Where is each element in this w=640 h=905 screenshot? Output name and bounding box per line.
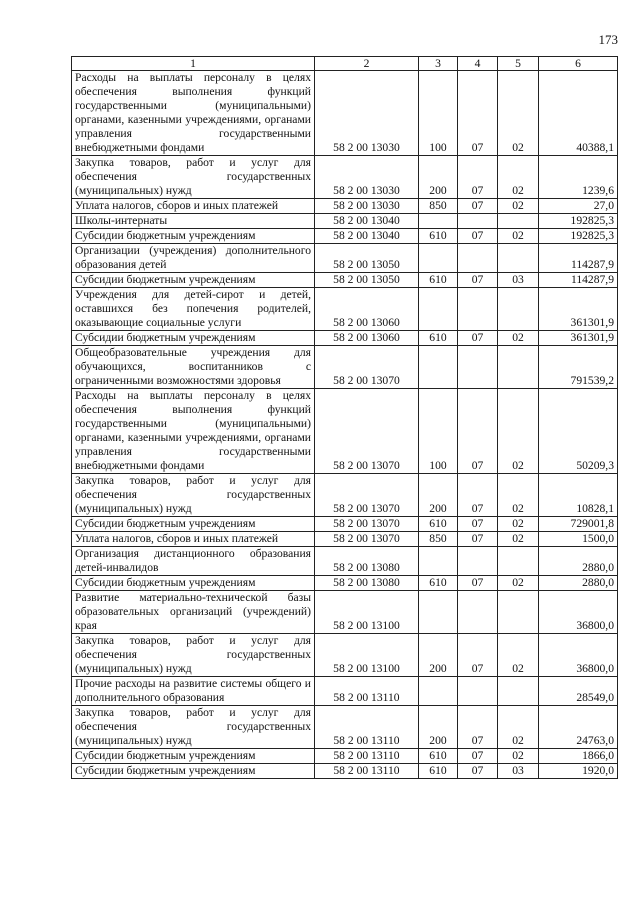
table-row: [72, 331, 618, 346]
amount-cell: 192825,3: [539, 214, 618, 229]
subsection-cell: 02: [498, 634, 539, 677]
subsection-cell: 02: [498, 532, 539, 547]
item-name-cell: Расходы на выплаты персоналу в целях обеспечения выполнения функций государственными (муниципальными) органами, казенными учреждениями, органами управления государственными внебюджетными фондами: [72, 389, 315, 474]
amount-cell: 2880,0: [539, 576, 618, 591]
target-code-cell: 58 2 00 13080: [315, 576, 419, 591]
subsection-cell: 02: [498, 706, 539, 749]
item-name-cell: Учреждения для детей-сирот и детей, оставшихся без попечения родителей, оказывающие социальные услуги: [72, 288, 315, 331]
subsection-cell: 02: [498, 517, 539, 532]
table-row: [72, 229, 618, 244]
expense-type-cell: 610: [419, 331, 458, 346]
section-cell: 07: [458, 71, 498, 156]
section-cell: 07: [458, 634, 498, 677]
amount-cell: 27,0: [539, 199, 618, 214]
table-row: [72, 749, 618, 764]
amount-cell: 361301,9: [539, 288, 618, 331]
table-row: [72, 389, 618, 474]
section-cell: [458, 346, 498, 389]
expense-type-cell: [419, 244, 458, 273]
item-name-cell: Закупка товаров, работ и услуг для обеспечения государственных (муниципальных) нужд: [72, 706, 315, 749]
subsection-cell: 02: [498, 749, 539, 764]
item-name-cell: Субсидии бюджетным учреждениям: [72, 229, 315, 244]
section-cell: 07: [458, 156, 498, 199]
target-code-cell: 58 2 00 13050: [315, 273, 419, 288]
section-cell: 07: [458, 273, 498, 288]
amount-cell: 28549,0: [539, 677, 618, 706]
target-code-cell: 58 2 00 13060: [315, 331, 419, 346]
column-header: 4: [458, 57, 498, 71]
item-name-cell: Организации (учреждения) дополнительного образования детей: [72, 244, 315, 273]
section-cell: [458, 547, 498, 576]
section-cell: 07: [458, 389, 498, 474]
table-row: [72, 71, 618, 156]
target-code-cell: 58 2 00 13110: [315, 749, 419, 764]
item-name-cell: Общеобразовательные учреждения для обучающихся, воспитанников с ограниченными возможностями здоровья: [72, 346, 315, 389]
table-body: [72, 71, 618, 779]
item-name-cell: Прочие расходы на развитие системы общего и дополнительного образования: [72, 677, 315, 706]
item-name-cell: Субсидии бюджетным учреждениям: [72, 576, 315, 591]
expense-type-cell: [419, 677, 458, 706]
amount-cell: 1239,6: [539, 156, 618, 199]
section-cell: 07: [458, 576, 498, 591]
item-name-cell: Закупка товаров, работ и услуг для обеспечения государственных (муниципальных) нужд: [72, 634, 315, 677]
table-row: [72, 764, 618, 779]
target-code-cell: 58 2 00 13110: [315, 706, 419, 749]
amount-cell: 2880,0: [539, 547, 618, 576]
section-cell: 07: [458, 474, 498, 517]
subsection-cell: [498, 591, 539, 634]
amount-cell: 1920,0: [539, 764, 618, 779]
table-row: [72, 244, 618, 273]
target-code-cell: 58 2 00 13030: [315, 199, 419, 214]
target-code-cell: 58 2 00 13070: [315, 517, 419, 532]
amount-cell: 10828,1: [539, 474, 618, 517]
amount-cell: 1500,0: [539, 532, 618, 547]
item-name-cell: Школы-интернаты: [72, 214, 315, 229]
table-row: [72, 288, 618, 331]
amount-cell: 192825,3: [539, 229, 618, 244]
section-cell: 07: [458, 764, 498, 779]
section-cell: 07: [458, 229, 498, 244]
item-name-cell: Уплата налогов, сборов и иных платежей: [72, 532, 315, 547]
expense-type-cell: 200: [419, 156, 458, 199]
subsection-cell: [498, 677, 539, 706]
target-code-cell: 58 2 00 13070: [315, 389, 419, 474]
target-code-cell: 58 2 00 13080: [315, 547, 419, 576]
expense-type-cell: [419, 346, 458, 389]
column-header: 1: [72, 57, 315, 71]
subsection-cell: 02: [498, 156, 539, 199]
item-name-cell: Субсидии бюджетным учреждениям: [72, 764, 315, 779]
table-row: [72, 634, 618, 677]
expense-type-cell: 610: [419, 229, 458, 244]
section-cell: 07: [458, 706, 498, 749]
expense-type-cell: 610: [419, 764, 458, 779]
table-row: [72, 346, 618, 389]
subsection-cell: [498, 346, 539, 389]
section-cell: 07: [458, 517, 498, 532]
subsection-cell: [498, 244, 539, 273]
target-code-cell: 58 2 00 13070: [315, 474, 419, 517]
expense-type-cell: 200: [419, 634, 458, 677]
expense-type-cell: [419, 547, 458, 576]
budget-table: [71, 56, 618, 779]
target-code-cell: 58 2 00 13070: [315, 346, 419, 389]
amount-cell: 729001,8: [539, 517, 618, 532]
amount-cell: 114287,9: [539, 273, 618, 288]
amount-cell: 50209,3: [539, 389, 618, 474]
table-row: [72, 214, 618, 229]
item-name-cell: Закупка товаров, работ и услуг для обеспечения государственных (муниципальных) нужд: [72, 474, 315, 517]
expense-type-cell: 200: [419, 474, 458, 517]
table-row: [72, 273, 618, 288]
item-name-cell: Субсидии бюджетным учреждениям: [72, 331, 315, 346]
section-cell: 07: [458, 199, 498, 214]
section-cell: 07: [458, 331, 498, 346]
target-code-cell: 58 2 00 13100: [315, 591, 419, 634]
column-header: 2: [315, 57, 419, 71]
section-cell: [458, 244, 498, 273]
item-name-cell: Субсидии бюджетным учреждениям: [72, 517, 315, 532]
table-row: [72, 547, 618, 576]
column-header: 5: [498, 57, 539, 71]
target-code-cell: 58 2 00 13110: [315, 677, 419, 706]
target-code-cell: 58 2 00 13050: [315, 244, 419, 273]
item-name-cell: Закупка товаров, работ и услуг для обеспечения государственных (муниципальных) нужд: [72, 156, 315, 199]
table-row: [72, 474, 618, 517]
item-name-cell: Субсидии бюджетным учреждениям: [72, 749, 315, 764]
amount-cell: 36800,0: [539, 591, 618, 634]
expense-type-cell: [419, 214, 458, 229]
section-cell: [458, 214, 498, 229]
amount-cell: 114287,9: [539, 244, 618, 273]
expense-type-cell: 100: [419, 389, 458, 474]
table-row: [72, 706, 618, 749]
table-row: [72, 199, 618, 214]
expense-type-cell: [419, 288, 458, 331]
amount-cell: 791539,2: [539, 346, 618, 389]
expense-type-cell: 850: [419, 532, 458, 547]
table-row: [72, 576, 618, 591]
expense-type-cell: 610: [419, 517, 458, 532]
subsection-cell: [498, 547, 539, 576]
table-row: [72, 591, 618, 634]
expense-type-cell: 850: [419, 199, 458, 214]
section-cell: 07: [458, 749, 498, 764]
target-code-cell: 58 2 00 13100: [315, 634, 419, 677]
section-cell: 07: [458, 532, 498, 547]
expense-type-cell: 100: [419, 71, 458, 156]
item-name-cell: Развитие материально-технической базы образовательных организаций (учреждений) края: [72, 591, 315, 634]
target-code-cell: 58 2 00 13040: [315, 229, 419, 244]
table-row: [72, 156, 618, 199]
table-row: [72, 532, 618, 547]
target-code-cell: 58 2 00 13030: [315, 156, 419, 199]
subsection-cell: 02: [498, 576, 539, 591]
target-code-cell: 58 2 00 13040: [315, 214, 419, 229]
item-name-cell: Организация дистанционного образования детей-инвалидов: [72, 547, 315, 576]
subsection-cell: [498, 214, 539, 229]
amount-cell: 36800,0: [539, 634, 618, 677]
subsection-cell: 03: [498, 764, 539, 779]
item-name-cell: Расходы на выплаты персоналу в целях обеспечения выполнения функций государственными (муниципальными) органами, казенными учреждениями, органами управления государственными внебюджетными фондами: [72, 71, 315, 156]
subsection-cell: 02: [498, 331, 539, 346]
expense-type-cell: 610: [419, 749, 458, 764]
section-cell: [458, 677, 498, 706]
section-cell: [458, 288, 498, 331]
expense-type-cell: 610: [419, 576, 458, 591]
subsection-cell: 02: [498, 199, 539, 214]
page-number: 173: [598, 32, 618, 47]
subsection-cell: 02: [498, 229, 539, 244]
target-code-cell: 58 2 00 13030: [315, 71, 419, 156]
subsection-cell: 02: [498, 389, 539, 474]
column-header: 6: [539, 57, 618, 71]
table-row: [72, 677, 618, 706]
column-header: 3: [419, 57, 458, 71]
target-code-cell: 58 2 00 13110: [315, 764, 419, 779]
subsection-cell: 03: [498, 273, 539, 288]
expense-type-cell: 200: [419, 706, 458, 749]
target-code-cell: 58 2 00 13070: [315, 532, 419, 547]
expense-type-cell: [419, 591, 458, 634]
subsection-cell: 02: [498, 474, 539, 517]
amount-cell: 40388,1: [539, 71, 618, 156]
target-code-cell: 58 2 00 13060: [315, 288, 419, 331]
subsection-cell: 02: [498, 71, 539, 156]
amount-cell: 361301,9: [539, 331, 618, 346]
section-cell: [458, 591, 498, 634]
subsection-cell: [498, 288, 539, 331]
amount-cell: 24763,0: [539, 706, 618, 749]
item-name-cell: Уплата налогов, сборов и иных платежей: [72, 199, 315, 214]
expense-type-cell: 610: [419, 273, 458, 288]
table-header-row: [72, 57, 618, 71]
item-name-cell: Субсидии бюджетным учреждениям: [72, 273, 315, 288]
amount-cell: 1866,0: [539, 749, 618, 764]
table-row: [72, 517, 618, 532]
